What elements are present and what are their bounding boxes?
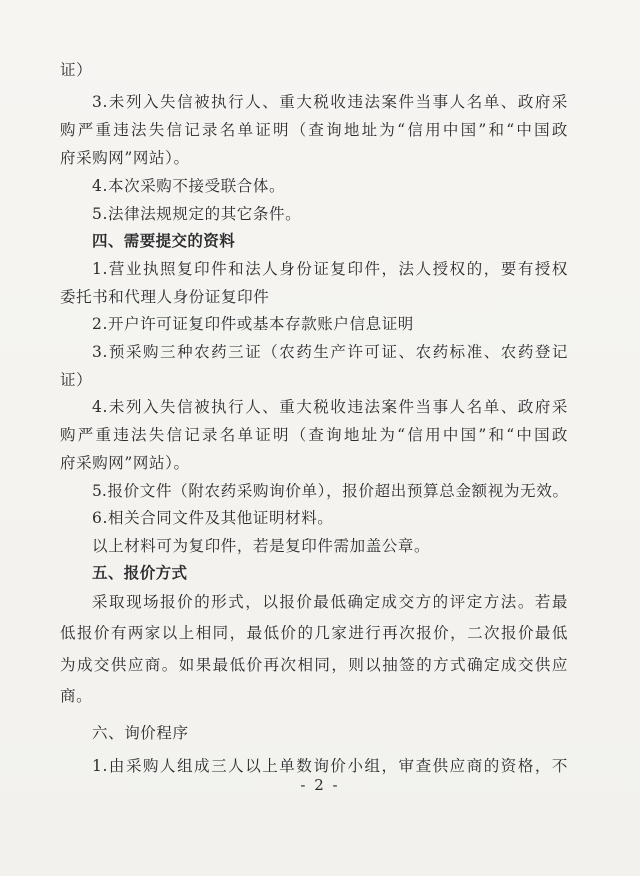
text-line: 采取现场报价的形式，以报价最低确定成交方的评定方法。若最 <box>92 593 568 611</box>
section-heading: 五、报价方式 <box>92 564 188 582</box>
text-line: 府采购网”网站）。 <box>60 454 190 472</box>
text-line: 3.预采购三种农药三证（农药生产许可证、农药标准、农药登记 <box>92 343 568 361</box>
text-line: 2.开户许可证复印件或基本存款账户信息证明 <box>92 315 414 333</box>
text-line: 6.相关合同文件及其他证明材料。 <box>92 509 334 527</box>
text-line: 以上材料可为复印件，若是复印件需加盖公章。 <box>92 537 431 555</box>
text-line: 4.本次采购不接受联合体。 <box>92 177 286 195</box>
text-line: 1.营业执照复印件和法人身份证复印件，法人授权的，要有授权 <box>92 260 568 278</box>
text-line: 商。 <box>60 687 93 705</box>
text-line: 低报价有两家以上相同，最低价的几家进行再次报价，二次报价最低 <box>60 624 568 642</box>
text-line: 5.法律法规规定的其它条件。 <box>92 205 302 223</box>
page-number: - 2 - <box>300 776 340 794</box>
text-line: 5.报价文件（附农药采购询价单），报价超出预算总金额视为无效。 <box>92 482 568 500</box>
section-heading: 六、询价程序 <box>92 724 189 742</box>
text-line: 证） <box>60 61 93 79</box>
text-line: 4.未列入失信被执行人、重大税收违法案件当事人名单、政府采 <box>92 398 568 416</box>
text-line: 为成交供应商。如果最低价再次相同，则以抽签的方式确定成交供应 <box>60 656 568 674</box>
text-line: 委托书和代理人身份证复印件 <box>60 288 270 306</box>
text-line: 3.未列入失信被执行人、重大税收违法案件当事人名单、政府采 <box>92 93 568 111</box>
text-line: 府采购网”网站）。 <box>60 149 190 167</box>
text-line: 1.由采购人组成三人以上单数询价小组，审查供应商的资格，不 <box>92 757 568 775</box>
text-line: 购严重违法失信记录名单证明（查询地址为“信用中国”和“中国政 <box>60 121 568 139</box>
section-heading: 四、需要提交的资料 <box>92 232 236 250</box>
text-line: 购严重违法失信记录名单证明（查询地址为“信用中国”和“中国政 <box>60 426 568 444</box>
text-line: 证） <box>60 371 93 389</box>
